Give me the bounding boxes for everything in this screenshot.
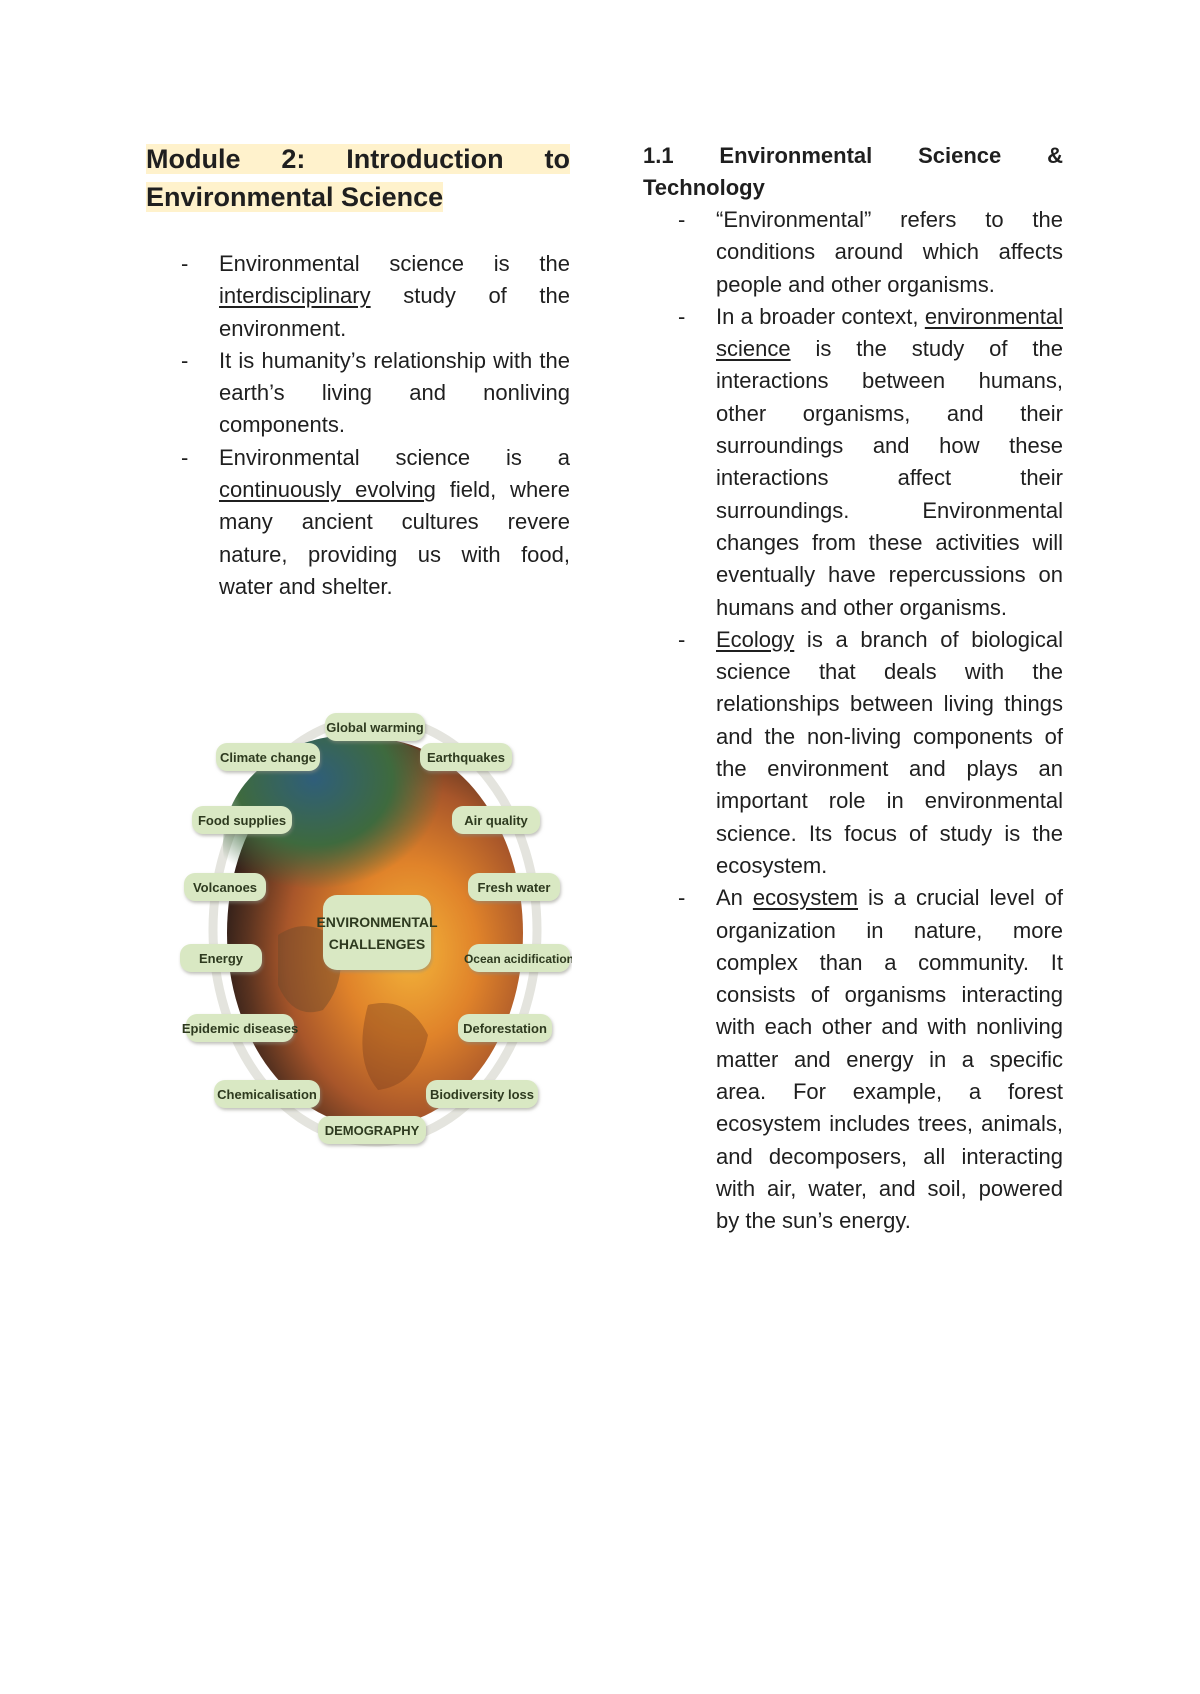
bullet-text: Environmental science is the <box>219 251 570 276</box>
svg-text:Biodiversity loss: Biodiversity loss <box>429 1087 535 1102</box>
dash-marker: - <box>181 347 189 373</box>
dash-marker: - <box>678 303 686 329</box>
underlined-term: continuously evolving <box>219 477 436 503</box>
challenge-biodiversity-loss <box>426 1080 538 1108</box>
list-item <box>146 345 570 442</box>
challenge-chemicalisation <box>214 1080 320 1108</box>
list-item <box>643 624 1063 882</box>
bullet-text: field, where many ancient cultures revere nature, providing us with food, water and shelter. <box>219 477 570 599</box>
svg-text:Energy: Energy <box>198 951 244 966</box>
challenge-fresh-water <box>468 873 560 901</box>
underlined-term: interdisciplinary <box>219 283 371 309</box>
bullet-text: study of the environment. <box>219 283 570 341</box>
svg-text:Volcanoes: Volcanoes <box>192 880 258 895</box>
center-label-line-2: CHALLENGES <box>328 936 426 952</box>
dash-marker: - <box>181 251 189 276</box>
bullet-text: It is humanity’s relationship with the earth’s living and nonliving components. <box>219 347 570 438</box>
environmental-challenges-diagram <box>178 705 572 1151</box>
bullet-text: is a branch of biological science that deals with the relationships between living things and the non-living components of the environment and plays an important role in environmental science. Its focus of study is the ecosystem. <box>716 626 1063 878</box>
section-bullet-list <box>643 204 1063 1238</box>
list-item <box>643 882 1063 1237</box>
challenge-climate-change <box>216 743 320 771</box>
svg-text:Deforestation: Deforestation <box>463 1021 547 1036</box>
right-column <box>643 140 1063 1238</box>
list-item <box>146 248 570 345</box>
svg-text:Air quality: Air quality <box>464 813 528 828</box>
bullet-text: “Environmental” refers to the conditions around which affects people and other organisms. <box>716 207 1063 297</box>
challenge-epidemic-diseases <box>182 1014 298 1042</box>
bullet-text: is the study of the interactions between humans, other organisms, and their surroundings and how these interactions affect their surroundings. Environmental changes from these activities will eventually have repercussions on humans and other organisms. <box>716 336 1063 620</box>
bullet-text: Environmental science is a <box>219 444 570 470</box>
challenge-air-quality <box>452 806 540 834</box>
bullet-text: In a broader context, <box>716 303 925 329</box>
environmental-challenges-figure <box>178 705 572 1151</box>
module-title <box>146 140 570 216</box>
section-heading: 1.1 Environmental Science & Technology <box>643 143 1063 200</box>
challenge-ocean-acidification <box>464 944 572 972</box>
list-item <box>146 442 570 603</box>
challenge-global-warming <box>325 713 425 741</box>
svg-text:Epidemic diseases: Epidemic diseases <box>181 1021 299 1036</box>
svg-text:Fresh water: Fresh water <box>477 880 551 895</box>
svg-text:Global warming: Global warming <box>326 720 424 735</box>
dash-marker: - <box>678 207 686 232</box>
dash-marker: - <box>181 444 189 470</box>
svg-text:Climate change: Climate change <box>219 750 317 765</box>
center-label-line-1: ENVIRONMENTAL <box>316 914 438 930</box>
underlined-term: Ecology <box>716 626 795 652</box>
underlined-term: environmental science <box>716 303 1063 362</box>
module-title-highlight: Module 2: Introduction to Environmental Science <box>146 144 570 212</box>
list-item <box>643 301 1063 624</box>
dash-marker: - <box>678 885 686 911</box>
challenge-food-supplies <box>192 806 292 834</box>
svg-text:DEMOGRAPHY: DEMOGRAPHY <box>324 1123 420 1138</box>
challenge-energy <box>180 944 262 972</box>
intro-bullet-list <box>146 248 570 603</box>
bullet-text: An <box>716 885 753 911</box>
challenge-earthquakes <box>420 743 512 771</box>
svg-text:Food supplies: Food supplies <box>197 813 287 828</box>
list-item <box>643 204 1063 301</box>
challenge-demography <box>318 1116 426 1144</box>
challenge-volcanoes <box>184 873 266 901</box>
center-label-box <box>316 895 438 970</box>
svg-text:Earthquakes: Earthquakes <box>426 750 506 765</box>
underlined-term: ecosystem <box>752 885 859 911</box>
svg-text:Ocean acidification: Ocean acidification <box>463 952 572 966</box>
svg-text:Chemicalisation: Chemicalisation <box>217 1087 317 1102</box>
dash-marker: - <box>678 626 686 652</box>
bullet-text: is a crucial level of organization in nature, more complex than a community. It consists of organisms interacting with each other and with nonliving matter and energy in a specific area. For example, a forest ecosystem includes trees, animals, and decomposers, all interacting with air, water, and soil, powered by the sun’s energy. <box>716 885 1063 1234</box>
challenge-deforestation <box>458 1014 552 1042</box>
left-column <box>146 140 570 603</box>
